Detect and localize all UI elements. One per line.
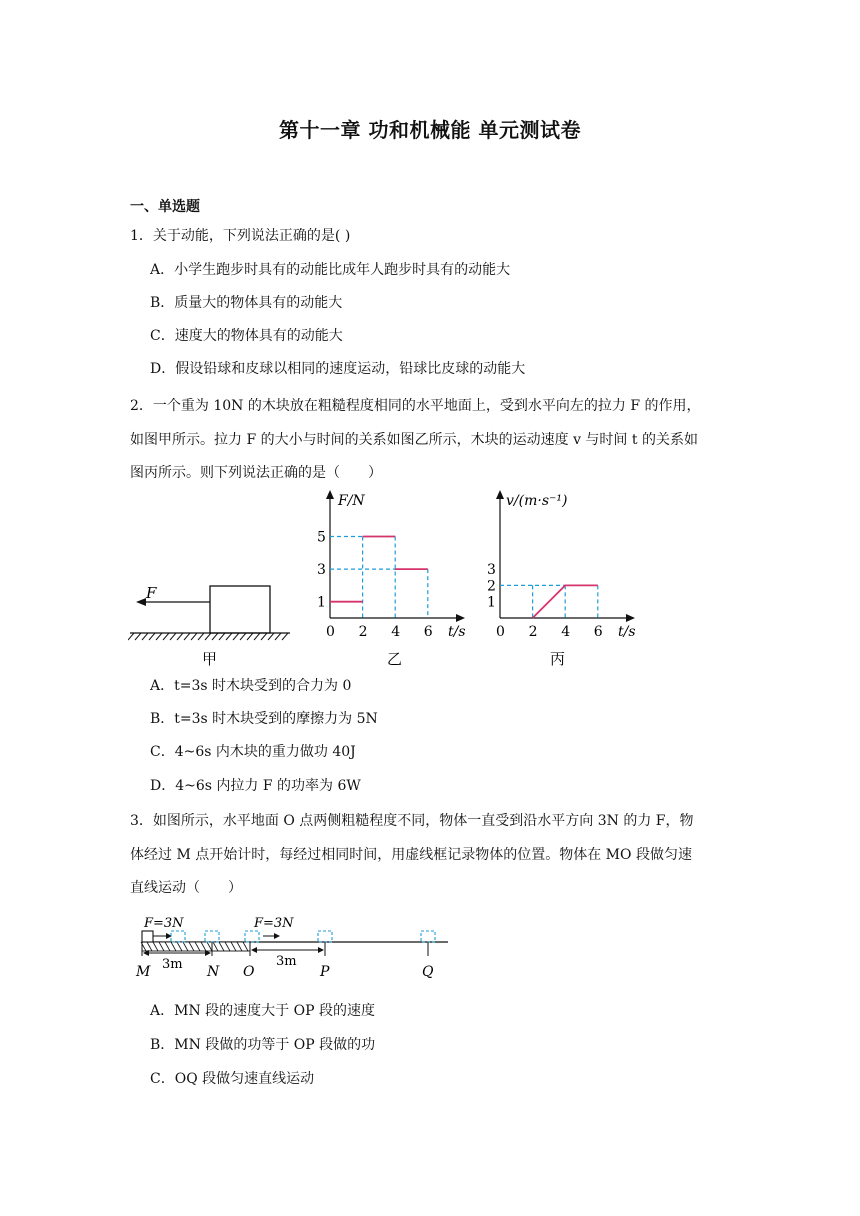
- q3-stem-line-2: 体经过 M 点开始计时，每经过相同时间，用虚线框记录物体的位置。物体在 MO 段做匀速: [130, 847, 692, 863]
- section-heading: 一、单选题: [130, 199, 200, 215]
- q2-stem-line-3: 图丙所示。则下列说法正确的是（ ）: [130, 465, 382, 481]
- hatch-mark: [247, 633, 253, 640]
- hatch-mark: [268, 633, 274, 640]
- force-arrowhead: [136, 598, 146, 606]
- v-xtick-label: 4: [561, 624, 571, 640]
- distance-arrowhead-2b: [318, 947, 324, 953]
- f-ytick-label: 1: [317, 594, 326, 611]
- figure-jia: [128, 576, 298, 670]
- point-n-label: N: [207, 964, 220, 980]
- hatch-mark: [240, 633, 246, 640]
- v-xtick-label: 0: [496, 624, 505, 640]
- q3-stem-line-3: 直线运动（ ）: [130, 880, 242, 896]
- f-ytick-label: 5: [317, 529, 326, 546]
- f-x-axis-arrow: [456, 614, 465, 622]
- q3-option-b: B．MN 段做的功等于 OP 段做的功: [150, 1037, 376, 1053]
- hatch-mark: [156, 633, 162, 640]
- hatch-mark: [142, 633, 148, 640]
- q3-option-a: A．MN 段的速度大于 OP 段的速度: [150, 1003, 375, 1019]
- v-x-axis-label: t/s: [618, 624, 636, 640]
- hatch-mark: [177, 633, 183, 640]
- figure-motion-track: [130, 910, 460, 984]
- q2-option-d: D．4~6s 内拉力 F 的功率为 6W: [150, 778, 361, 794]
- hatch-mark: [212, 633, 218, 640]
- hatch-mark: [219, 633, 225, 640]
- position-dashed-box: [421, 931, 435, 942]
- wooden-block: [210, 586, 270, 633]
- f-x-axis-label: t/s: [448, 624, 466, 640]
- q2-stem-line-2: 如图甲所示。拉力 F 的大小与时间的关系如图乙所示，木块的运动速度 v 与时间 t 的关系如: [130, 432, 698, 448]
- v-ytick-label: 2: [487, 578, 496, 595]
- label-jia: 甲: [202, 650, 218, 668]
- object-box: [142, 931, 153, 942]
- point-q-label: Q: [422, 964, 434, 980]
- q3-option-c: C．OQ 段做匀速直线运动: [150, 1071, 315, 1087]
- f-xtick-label: 4: [391, 624, 401, 640]
- v-y-axis-label: v/(m·s⁻¹): [506, 493, 568, 509]
- force-label-2: F=3N: [254, 916, 294, 931]
- v-ytick-label: 1: [487, 594, 496, 611]
- f-xtick-label: 6: [423, 624, 433, 640]
- hatch-mark: [191, 633, 197, 640]
- hatch-mark: [282, 633, 288, 640]
- point-o-label: O: [243, 964, 255, 980]
- point-p-label: P: [320, 964, 330, 980]
- q2-option-b: B．t=3s 时木块受到的摩擦力为 5N: [150, 711, 378, 727]
- page-title: 第十一章 功和机械能 单元测试卷: [279, 118, 581, 142]
- f-ytick-label: 3: [317, 562, 326, 579]
- label-yi: 乙: [387, 650, 403, 668]
- position-dashed-box: [205, 931, 219, 942]
- chart-velocity-time: [470, 488, 640, 670]
- hatch-mark: [128, 633, 134, 640]
- q1-option-a: A．小学生跑步时具有的动能比成年人跑步时具有的动能大: [150, 262, 511, 278]
- hatch-mark: [184, 633, 190, 640]
- v-ytick-label: 3: [487, 562, 496, 579]
- f-xtick-label: 0: [326, 624, 335, 640]
- position-dashed-box: [171, 931, 185, 942]
- force-label-1: F=3N: [144, 916, 184, 931]
- hatch-mark: [198, 633, 204, 640]
- hatch-mark: [149, 633, 155, 640]
- distance-label-1: 3m: [162, 957, 183, 972]
- q2-option-c: C．4~6s 内木块的重力做功 40J: [150, 744, 356, 760]
- v-x-axis-arrow: [626, 614, 635, 622]
- hatch-mark: [205, 633, 211, 640]
- force-label: F: [146, 584, 157, 602]
- q1-option-c: C．速度大的物体具有的动能大: [150, 328, 343, 344]
- force-arrowhead-2: [274, 933, 280, 939]
- distance-arrowhead-2a: [251, 947, 257, 953]
- v-y-axis-arrow: [496, 490, 504, 499]
- hatch-mark: [170, 633, 176, 640]
- hatch-mark: [163, 633, 169, 640]
- q1-option-d: D．假设铅球和皮球以相同的速度运动，铅球比皮球的动能大: [150, 361, 526, 377]
- ground-hatch: [128, 633, 288, 640]
- v-xtick-label: 6: [593, 624, 603, 640]
- q2-stem-line-1: 2．一个重为 10N 的木块放在粗糙程度相同的水平地面上，受到水平向左的拉力 F 的作用，: [130, 398, 701, 414]
- chart-force-time: [300, 488, 470, 670]
- q1-option-b: B．质量大的物体具有的动能大: [150, 295, 343, 311]
- question-1-stem: 1．关于动能，下列说法正确的是( ): [130, 228, 351, 244]
- v-xtick-label: 2: [528, 624, 538, 640]
- hatch-mark: [261, 633, 267, 640]
- f-y-axis-arrow: [326, 490, 334, 499]
- q3-stem-line-1: 3．如图所示，水平地面 O 点两侧粗糙程度不同，物体一直受到沿水平方向 3N 的力 F，物: [130, 813, 694, 829]
- point-m-label: M: [136, 964, 151, 980]
- hatch-mark: [226, 633, 232, 640]
- hatch-mark: [254, 633, 260, 640]
- position-dashed-box: [318, 931, 332, 942]
- q2-option-a: A．t=3s 时木块受到的合力为 0: [150, 678, 352, 694]
- hatch-mark: [233, 633, 239, 640]
- hatch-mark: [135, 633, 141, 640]
- hatch-mark: [275, 633, 281, 640]
- f-y-axis-label: F/N: [338, 493, 365, 509]
- label-bing: 丙: [550, 650, 566, 668]
- f-xtick-label: 2: [358, 624, 368, 640]
- distance-label-2: 3m: [276, 954, 297, 969]
- position-dashed-box: [245, 931, 259, 942]
